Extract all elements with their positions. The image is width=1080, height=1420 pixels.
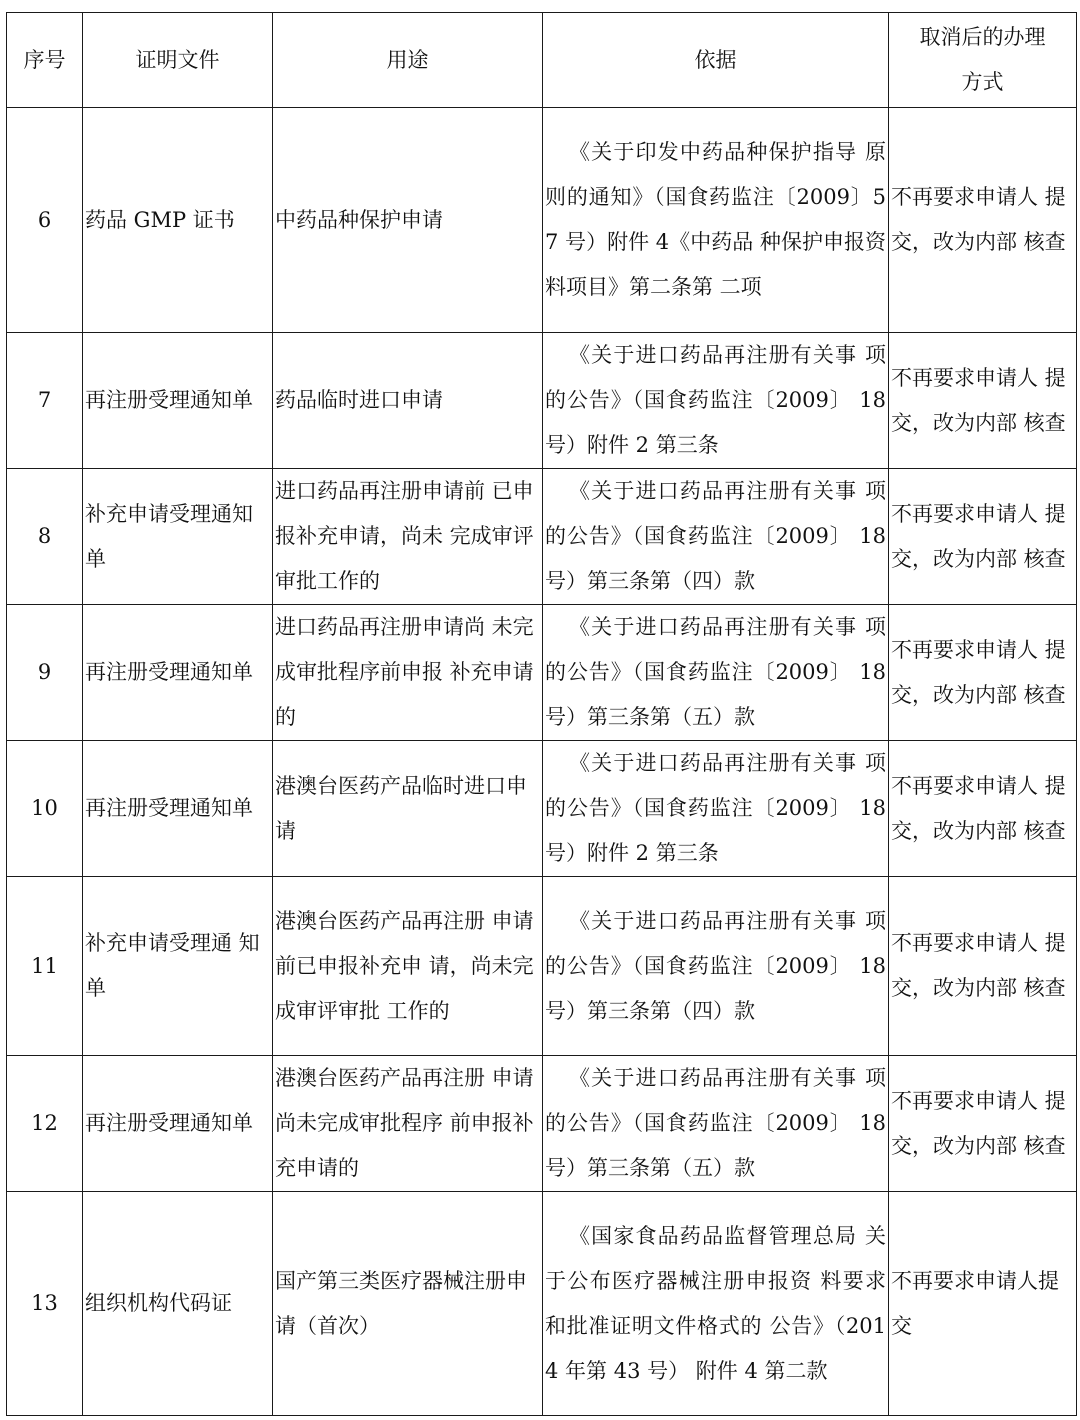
row-method: 不再要求申请人 提交，改为内部 核查 [889,741,1077,877]
row-basis: 《关于进口药品再注册有关事 项的公告》（国食药监注〔2009〕 18 号）附件 2 第三条 [543,333,889,469]
row-no: 7 [7,333,83,469]
row-document: 药品 GMP 证书 [83,108,273,333]
row-basis: 《关于进口药品再注册有关事 项的公告》（国食药监注〔2009〕 18 号）第三条第（五）款 [543,605,889,741]
row-no: 9 [7,605,83,741]
row-document: 再注册受理通知单 [83,1056,273,1192]
row-basis: 《关于印发中药品种保护指导 原则的通知》（国食药监注〔2009〕57 号）附件 4《中药品 种保护申报资料项目》第二条第 二项 [543,108,889,333]
header-method: 取消后的办理方式 [889,13,1077,108]
table-row [7,741,1077,877]
table-row [7,877,1077,1056]
row-usage: 港澳台医药产品再注册 申请尚未完成审批程序 前申报补充申请的 [273,1056,543,1192]
row-no: 12 [7,1056,83,1192]
header-row [7,13,1077,108]
row-usage: 国产第三类医疗器械注册申请（首次） [273,1192,543,1416]
row-usage: 进口药品再注册申请前 已申报补充申请，尚未 完成审评审批工作的 [273,469,543,605]
row-document: 再注册受理通知单 [83,741,273,877]
row-no: 6 [7,108,83,333]
table-row [7,333,1077,469]
row-usage: 中药品种保护申请 [273,108,543,333]
header-basis: 依据 [543,13,889,108]
row-method: 不再要求申请人 提交，改为内部 核查 [889,605,1077,741]
row-document: 补充申请受理通 知单 [83,877,273,1056]
row-document: 再注册受理通知单 [83,605,273,741]
certificate-table [6,12,1077,1416]
header-no: 序号 [7,13,83,108]
row-no: 10 [7,741,83,877]
header-usage: 用途 [273,13,543,108]
row-basis: 《关于进口药品再注册有关事 项的公告》（国食药监注〔2009〕 18 号）附件 2 第三条 [543,741,889,877]
row-basis: 《国家食品药品监督管理总局 关于公布医疗器械注册申报资 料要求和批准证明文件格式的 公告》（2014 年第 43 号） 附件 4 第二款 [543,1192,889,1416]
table-row [7,1192,1077,1416]
row-no: 13 [7,1192,83,1416]
row-usage: 进口药品再注册申请尚 未完成审批程序前申报 补充申请的 [273,605,543,741]
table-row [7,605,1077,741]
table-row [7,108,1077,333]
row-no: 8 [7,469,83,605]
row-basis: 《关于进口药品再注册有关事 项的公告》（国食药监注〔2009〕 18 号）第三条第（四）款 [543,469,889,605]
table-row [7,1056,1077,1192]
row-no: 11 [7,877,83,1056]
row-usage: 港澳台医药产品临时进口申请 [273,741,543,877]
row-document: 再注册受理通知单 [83,333,273,469]
row-method: 不再要求申请人提交 [889,1192,1077,1416]
row-method: 不再要求申请人 提交，改为内部 核查 [889,1056,1077,1192]
row-method: 不再要求申请人 提交，改为内部 核查 [889,469,1077,605]
row-document: 组织机构代码证 [83,1192,273,1416]
row-basis: 《关于进口药品再注册有关事 项的公告》（国食药监注〔2009〕 18 号）第三条第（四）款 [543,877,889,1056]
row-method: 不再要求申请人 提交，改为内部 核查 [889,333,1077,469]
row-usage: 港澳台医药产品再注册 申请前已申报补充申 请，尚未完成审评审批 工作的 [273,877,543,1056]
row-method: 不再要求申请人 提交，改为内部 核查 [889,877,1077,1056]
row-basis: 《关于进口药品再注册有关事 项的公告》（国食药监注〔2009〕 18 号）第三条第（五）款 [543,1056,889,1192]
header-document: 证明文件 [83,13,273,108]
row-document: 补充申请受理通知单 [83,469,273,605]
table-row [7,469,1077,605]
row-method: 不再要求申请人 提交，改为内部 核查 [889,108,1077,333]
row-usage: 药品临时进口申请 [273,333,543,469]
